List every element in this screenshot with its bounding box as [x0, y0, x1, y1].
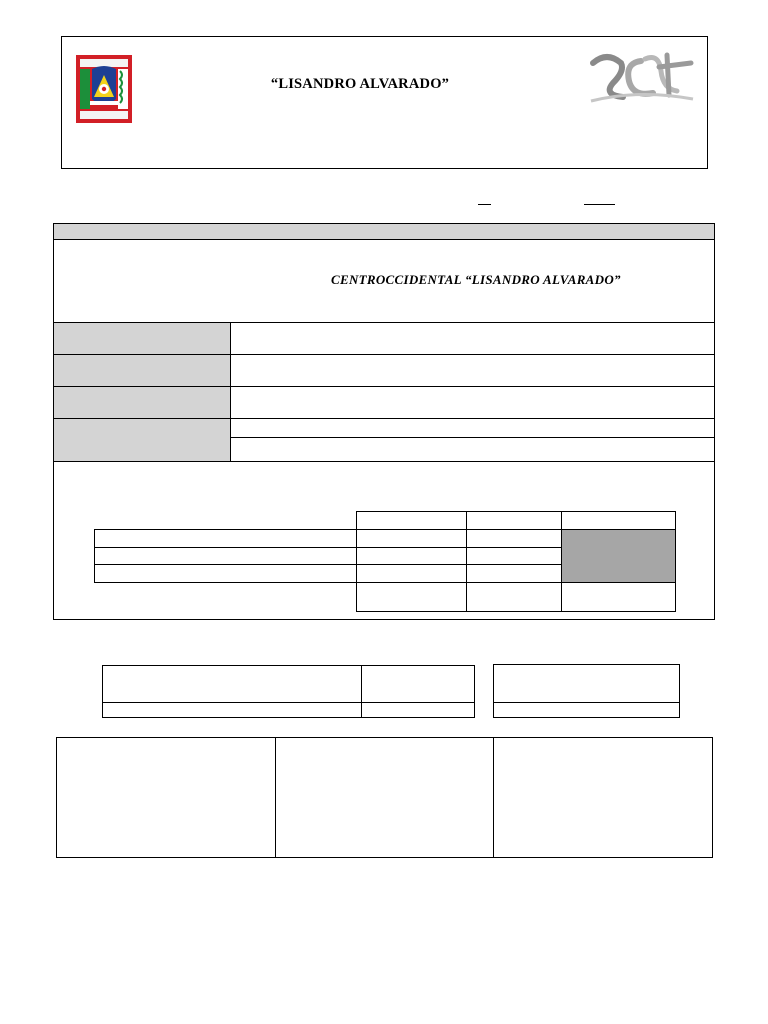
- side-table-header: [493, 664, 680, 703]
- grid-total-cell-2[interactable]: [466, 582, 562, 612]
- year-blank-line: [584, 204, 615, 205]
- institution-row: [54, 240, 714, 323]
- signature-box-1[interactable]: [56, 737, 276, 858]
- summary-table-header-right: [361, 665, 475, 703]
- field-value-cell-4a[interactable]: [231, 419, 714, 438]
- grid-cell-3-2[interactable]: [466, 564, 562, 583]
- signature-box-2[interactable]: [275, 737, 494, 858]
- summary-table-cell-left[interactable]: [102, 702, 362, 718]
- grid-total-cell-3[interactable]: [561, 582, 676, 612]
- university-seal-icon: [76, 55, 132, 123]
- grid-header-cell-2: [466, 511, 562, 530]
- summary-table-cell-right[interactable]: [361, 702, 475, 718]
- grid-row-label-2: [94, 547, 357, 565]
- field-label-cell-3: [54, 387, 231, 419]
- grid-header-cell-3: [561, 511, 676, 530]
- grid-header-cell-1: [356, 511, 467, 530]
- grid-row-label-3: [94, 564, 357, 583]
- field-value-cell-2[interactable]: [231, 355, 714, 387]
- decorative-swirl-logo-icon: [589, 49, 696, 107]
- enrollment-form-table: [53, 223, 715, 620]
- field-label-cell-4: [54, 419, 231, 462]
- field-value-cell-3[interactable]: [231, 387, 714, 419]
- signature-box-3[interactable]: [493, 737, 713, 858]
- grid-cell-1-2[interactable]: [466, 529, 562, 548]
- grid-cell-2-2[interactable]: [466, 547, 562, 565]
- grid-total-cell-1[interactable]: [356, 582, 467, 612]
- institution-name: CENTROCCIDENTAL “LISANDRO ALVARADO”: [331, 272, 621, 287]
- field-value-cell-4b[interactable]: [231, 438, 714, 462]
- grid-cell-3-1[interactable]: [356, 564, 467, 583]
- grid-cell-1-1[interactable]: [356, 529, 467, 548]
- form-header-band: [54, 224, 714, 240]
- grid-shaded-cell: [561, 529, 676, 583]
- field-label-cell-1: [54, 323, 231, 355]
- summary-table-header-left: [102, 665, 362, 703]
- side-table-cell[interactable]: [493, 702, 680, 718]
- field-value-cell-1[interactable]: [231, 323, 714, 355]
- grid-cell-2-1[interactable]: [356, 547, 467, 565]
- page-title: “LISANDRO ALVARADO”: [270, 76, 450, 92]
- field-label-cell-2: [54, 355, 231, 387]
- date-blank-line: [478, 204, 491, 205]
- grid-row-label-1: [94, 529, 357, 548]
